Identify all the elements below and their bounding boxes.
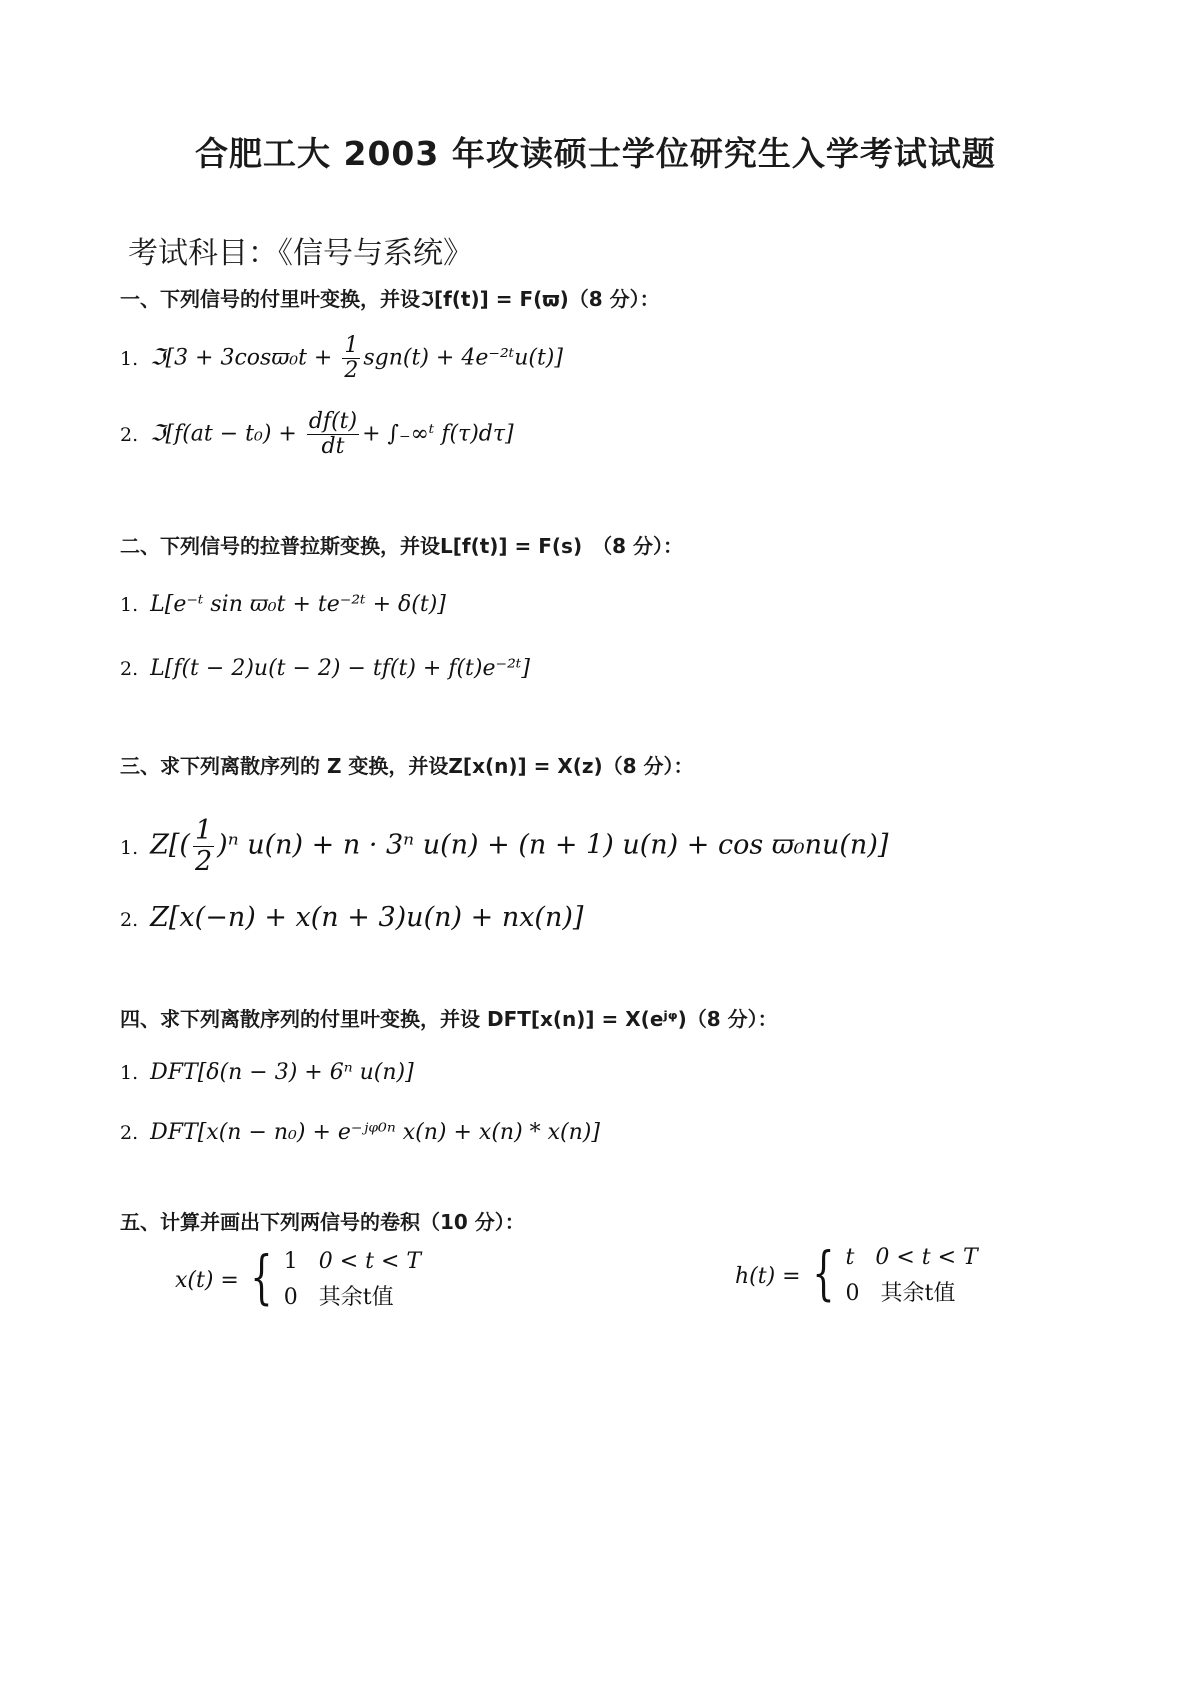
fraction (193, 816, 214, 876)
case-value: 0 (283, 1285, 298, 1310)
case-value: 1 (283, 1249, 298, 1274)
section-2-item-2 (120, 656, 530, 681)
item-number: 1. (120, 594, 139, 616)
case-row (846, 1276, 978, 1307)
left-brace-icon: { (811, 1239, 835, 1307)
formula-text: Z[x(−n) + x(n + 3)u(n) + nx(n)] (150, 902, 584, 933)
fraction-denominator: 2 (194, 845, 213, 877)
item-number: 1. (120, 836, 139, 859)
case-value: t (845, 1245, 855, 1270)
formula-text: L[e⁻ᵗ sin ϖ₀t + te⁻²ᵗ + δ(t)] (150, 592, 446, 617)
case-condition: 0 < t < T (875, 1245, 978, 1270)
item-number: 2. (120, 423, 139, 446)
case-value: 0 (845, 1281, 860, 1306)
left-brace-icon: { (250, 1243, 273, 1311)
piecewise-cases (284, 1249, 421, 1311)
piecewise-x (175, 1243, 422, 1312)
section-2-heading: 二、下列信号的拉普拉斯变换，并设L[f(t)] = F(s) （8 分）： (120, 534, 683, 558)
page-title: 合肥工大 2003 年攻读硕士学位研究生入学考试试题 (195, 134, 996, 173)
formula-part: Z[( (150, 829, 190, 861)
item-number: 1. (120, 347, 139, 370)
formula-part: sgn(t) + 4e⁻²ᵗu(t)] (363, 345, 563, 371)
item-number: 2. (120, 1122, 139, 1144)
item-number: 2. (120, 909, 139, 931)
exam-subject: 考试科目：《信号与系统》 (128, 236, 473, 271)
fraction-numerator: df(t) (308, 409, 358, 434)
section-4-item-1 (120, 1060, 414, 1085)
case-row (284, 1280, 421, 1311)
fraction-numerator: 1 (194, 815, 213, 846)
case-condition: 其余t值 (318, 1285, 394, 1310)
case-condition: 0 < t < T (318, 1249, 422, 1274)
formula-text: L[f(t − 2)u(t − 2) − tf(t) + f(t)e⁻²ᵗ] (150, 656, 530, 681)
fraction-denominator: dt (321, 434, 345, 460)
formula-text: DFT[x(n − n₀) + e⁻ʲᵠ⁰ⁿ x(n) + x(n) * x(n)] (150, 1120, 600, 1145)
section-4-heading: 四、求下列离散序列的付里叶变换，并设 DFT[x(n)] = X(eʲᵠ)（8 分）： (120, 1007, 778, 1031)
section-1-item-1 (120, 334, 563, 383)
piecewise-lhs: h(t) = (735, 1263, 801, 1289)
item-number: 2. (120, 658, 139, 680)
piecewise-lhs: x(t) = (175, 1267, 239, 1293)
formula-part: + ∫₋∞ᵗ f(τ)dτ] (362, 421, 514, 447)
formula-part: )ⁿ u(n) + n · 3ⁿ u(n) + (n + 1) u(n) + cos ϖ₀nu(n)] (217, 829, 889, 861)
item-number: 1. (120, 1062, 139, 1084)
section-3-item-2 (120, 902, 583, 933)
section-4-item-2 (120, 1120, 600, 1145)
section-3-heading: 三、求下列离散序列的 Z 变换，并设Z[x(n)] = X(z)（8 分）： (120, 754, 694, 778)
case-row (284, 1249, 421, 1274)
case-condition: 其余t值 (880, 1281, 956, 1306)
formula-part: ℑ[f(at − t₀) + (150, 421, 304, 447)
formula-part: ℑ[3 + 3cosϖ₀t + (150, 345, 340, 371)
fraction-denominator: 2 (344, 358, 359, 384)
section-2-item-1 (120, 592, 446, 617)
fraction-numerator: 1 (344, 333, 359, 358)
fraction (342, 334, 360, 383)
piecewise-cases (846, 1245, 978, 1307)
section-1-item-2 (120, 410, 514, 459)
fraction (307, 410, 359, 459)
section-3-item-1 (120, 816, 888, 876)
section-1-heading: 一、下列信号的付里叶变换，并设ℑ[f(t)] = F(ϖ)（8 分）： (120, 287, 660, 311)
formula-text: DFT[δ(n − 3) + 6ⁿ u(n)] (150, 1060, 414, 1085)
piecewise-h (735, 1239, 978, 1308)
case-row (846, 1245, 978, 1270)
section-5-heading: 五、计算并画出下列两信号的卷积（10 分）： (120, 1210, 525, 1234)
